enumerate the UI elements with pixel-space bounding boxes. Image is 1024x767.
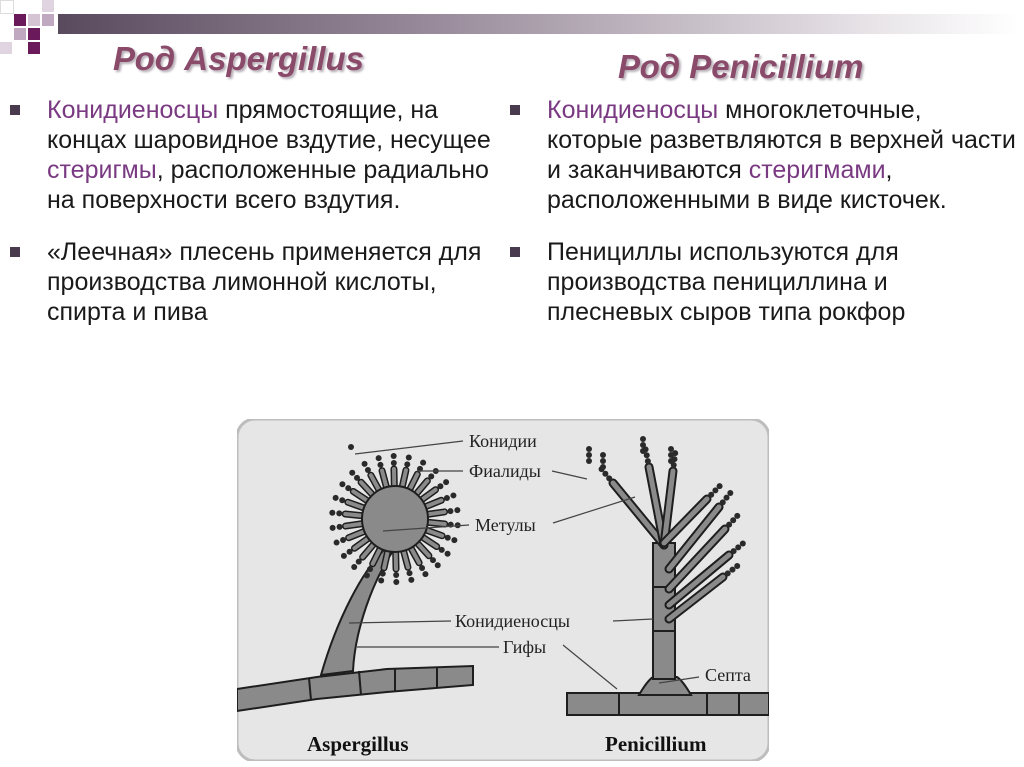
conidium: [729, 567, 735, 573]
conidium: [356, 559, 362, 565]
bullet-text: , расположенными в виде кисточек.: [547, 156, 947, 214]
conidium: [734, 513, 740, 519]
label-conidia: Конидии: [469, 431, 537, 451]
conidium: [645, 458, 651, 464]
square-bullet-icon: [510, 105, 520, 115]
conidium: [391, 460, 397, 466]
conidium: [437, 483, 443, 489]
header-decoration-bar: [58, 14, 1018, 34]
conidium: [640, 442, 646, 448]
conidium: [668, 452, 674, 458]
conidium: [602, 471, 608, 477]
bullet-text: Пенициллы используются для производства пенициллина и плесневых сыров типа рокфор: [547, 238, 906, 326]
conidium: [445, 535, 451, 541]
conidium: [712, 487, 718, 493]
conidium: [720, 499, 726, 505]
conidium: [724, 495, 730, 501]
highlighted-term: стеригмами: [748, 156, 886, 184]
bullet-text: , расположенные радиально на поверхности всего вздутия.: [47, 156, 489, 214]
caption-aspergillus: Aspergillus: [307, 732, 409, 756]
conidium: [422, 571, 428, 577]
conidium: [351, 564, 357, 570]
conidium: [454, 507, 460, 513]
conidium: [451, 537, 457, 543]
left-bullet-item: [10, 95, 500, 215]
conidium: [365, 467, 371, 473]
decoration-square: [42, 0, 54, 12]
caption-penicillium: Penicillium: [605, 732, 707, 756]
decoration-square: [42, 14, 54, 26]
conidium: [420, 460, 426, 466]
square-bullet-icon: [510, 247, 520, 257]
conidium: [334, 540, 340, 546]
conidium: [330, 525, 336, 531]
conidium: [640, 436, 646, 442]
conidium: [731, 548, 737, 554]
conidium: [349, 470, 355, 476]
conidium: [725, 570, 731, 576]
label-septa: Септа: [705, 665, 751, 685]
conidium: [586, 452, 592, 458]
conidium: [447, 508, 453, 514]
conidium: [380, 571, 386, 577]
conidium: [345, 485, 351, 491]
conidium: [668, 446, 674, 452]
conidium: [430, 557, 436, 563]
conidium: [377, 462, 383, 468]
conidium: [341, 553, 347, 559]
highlighted-term: Конидиеносцы: [547, 96, 719, 124]
conidium: [348, 444, 354, 450]
conidium: [391, 453, 397, 459]
right-bullet-item: [510, 95, 1020, 215]
conidium: [428, 473, 434, 479]
square-bullet-icon: [10, 247, 20, 257]
conidium: [362, 461, 368, 467]
conidium: [340, 537, 346, 543]
conidium: [406, 455, 412, 461]
conidium: [586, 446, 592, 452]
conidium: [600, 464, 606, 470]
decoration-square: [0, 0, 14, 14]
left-column: [10, 95, 500, 349]
right-bullet-item: [510, 237, 1020, 327]
heading-penicillium: Род Penicillium: [618, 48, 864, 85]
conidium: [347, 549, 353, 555]
decoration-square: [0, 42, 12, 54]
conidium: [734, 563, 740, 569]
conidium: [337, 524, 343, 530]
bullet-text: многоклеточные, которые разветвляются в верхней части и заканчиваются: [547, 96, 1016, 184]
conidium: [450, 492, 456, 498]
bullet-text: прямостоящие, на концах шаровидное вздутие, несущее: [47, 96, 491, 154]
conidium: [606, 475, 612, 481]
conidium: [367, 566, 373, 572]
conidium: [586, 458, 592, 464]
conidium: [717, 483, 723, 489]
conidium: [444, 495, 450, 501]
conidium: [708, 492, 714, 498]
conidium: [339, 497, 345, 503]
bullet-text: «Леечная» плесень применяется для производства лимонной кислоты, спирта и пива: [47, 238, 482, 326]
conidium: [640, 448, 646, 454]
conidium: [393, 572, 399, 578]
conidium: [333, 495, 339, 501]
conidium: [407, 570, 413, 576]
decoration-square: [28, 14, 40, 26]
conidium: [735, 544, 741, 550]
conidium: [668, 458, 674, 464]
conidium: [408, 577, 414, 583]
square-bullet-icon: [10, 105, 20, 115]
conidium: [600, 458, 606, 464]
left-bullet-list: [10, 95, 500, 327]
highlighted-term: Конидиеносцы: [47, 96, 219, 124]
label-metulae: Метулы: [475, 515, 536, 535]
right-bullet-list: [510, 95, 1020, 327]
conidium: [726, 522, 732, 528]
decoration-square: [14, 14, 26, 26]
conidium: [376, 455, 382, 461]
conidium: [393, 579, 399, 585]
fungi-structure-figure: [237, 419, 769, 761]
conidium: [404, 461, 410, 467]
conidium: [727, 490, 733, 496]
decoration-square: [28, 28, 40, 40]
label-phialides: Фиалиды: [469, 461, 541, 481]
conidium: [329, 510, 335, 516]
conidium: [730, 517, 736, 523]
decoration-square: [14, 28, 26, 40]
conidium: [354, 475, 360, 481]
conidium: [443, 479, 449, 485]
aspergillus-vesicle: [362, 486, 428, 552]
conidium: [439, 547, 445, 553]
conidium: [364, 572, 370, 578]
left-bullet-item: [10, 237, 500, 327]
heading-aspergillus: Род Aspergillus: [113, 40, 365, 77]
conidium: [435, 562, 441, 568]
decoration-square: [28, 42, 40, 54]
label-conidiophores: Конидиеносцы: [455, 611, 570, 631]
conidium: [600, 452, 606, 458]
conidium: [336, 510, 342, 516]
right-column: [510, 95, 1020, 349]
conidium: [740, 540, 746, 546]
highlighted-term: стеригмы: [47, 156, 157, 184]
conidium: [378, 577, 384, 583]
conidium: [419, 565, 425, 571]
label-hyphae: Гифы: [503, 637, 547, 657]
conidium: [339, 481, 345, 487]
conidium: [445, 551, 451, 557]
